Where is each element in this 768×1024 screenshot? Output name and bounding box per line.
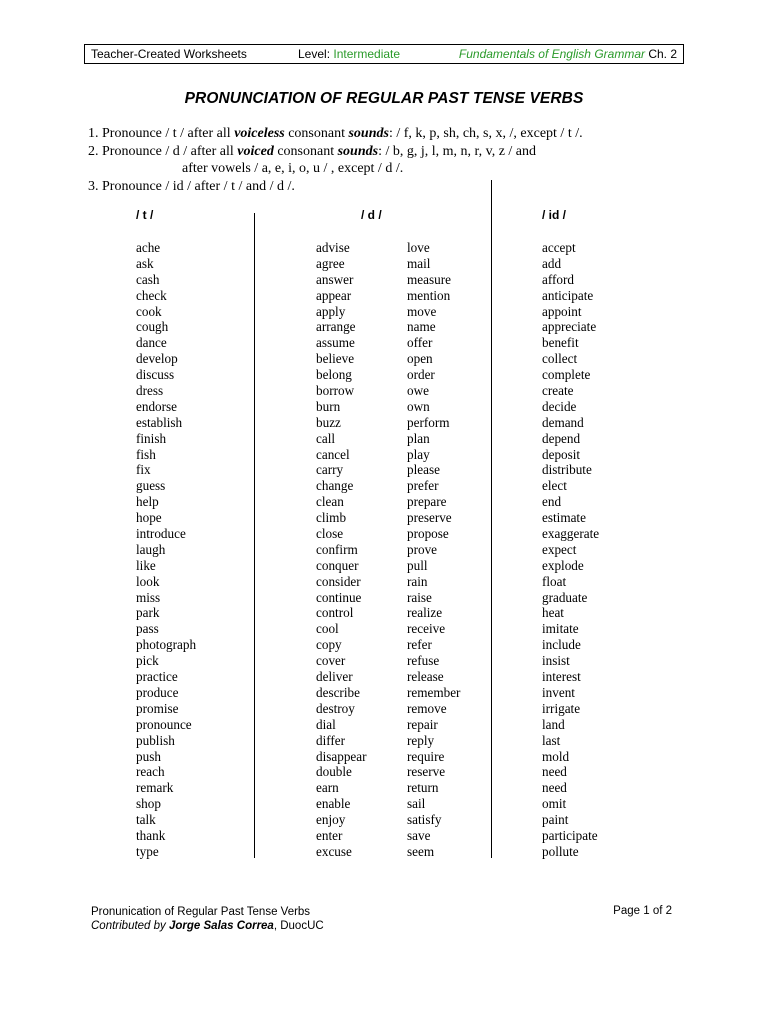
verb-item: consider: [316, 573, 361, 589]
verb-item: ask: [136, 255, 154, 271]
verb-item: buzz: [316, 414, 341, 430]
verb-item: pull: [407, 557, 428, 573]
verb-item: heat: [542, 605, 564, 621]
verb-item: decide: [542, 398, 577, 414]
header-book: [459, 45, 677, 63]
verb-item: cook: [136, 303, 162, 319]
verb-item: insist: [542, 653, 570, 669]
verb-item: move: [407, 303, 437, 319]
header-level-value: Intermediate: [333, 47, 401, 61]
verb-item: believe: [316, 351, 355, 367]
rule-3: 3. Pronounce / id / after / t / and / d /.: [88, 178, 295, 194]
verb-item: differ: [316, 732, 346, 748]
verb-item: climb: [316, 510, 347, 526]
verb-item: prefer: [407, 478, 439, 494]
verb-item: cough: [136, 319, 169, 335]
verb-item: control: [316, 605, 354, 621]
verb-item: introduce: [136, 526, 186, 542]
verb-item: deposit: [542, 446, 581, 462]
footer-org: , DuocUC: [273, 920, 324, 932]
verb-item: apply: [316, 303, 346, 319]
verb-item: pick: [136, 653, 159, 669]
verb-item: raise: [407, 589, 432, 605]
verb-item: mention: [407, 287, 451, 303]
verb-item: rain: [407, 573, 428, 589]
verb-item: benefit: [542, 335, 579, 351]
verb-item: pollute: [542, 843, 579, 859]
verb-item: demand: [542, 414, 584, 430]
verb-item: park: [136, 605, 160, 621]
verb-item: repair: [407, 716, 438, 732]
verb-item: burn: [316, 398, 341, 414]
verb-item: prove: [407, 541, 438, 557]
verb-item: earn: [316, 780, 339, 796]
rule-2-voiced: voiced: [237, 143, 274, 159]
verb-item: advise: [316, 240, 350, 255]
verb-item: paint: [542, 812, 569, 828]
verb-item: dance: [136, 335, 167, 351]
page-title: PRONUNCIATION OF REGULAR PAST TENSE VERBS: [184, 90, 584, 107]
verb-item: include: [542, 637, 581, 653]
verb-item: distribute: [542, 462, 592, 478]
verb-item: deliver: [316, 669, 353, 685]
verb-item: develop: [136, 351, 178, 367]
verb-item: add: [542, 255, 562, 271]
verb-item: love: [407, 240, 430, 255]
d-verb-list-2: [407, 240, 460, 860]
d-verb-list-1: [316, 240, 367, 860]
footer-contributed-label: Contributed by: [91, 920, 169, 932]
verb-item: check: [136, 287, 167, 303]
verb-item: please: [407, 462, 440, 478]
verb-item: create: [542, 383, 574, 399]
verb-item: realize: [407, 605, 443, 621]
verb-item: finish: [136, 430, 167, 446]
verb-item: destroy: [316, 700, 355, 716]
verb-item: last: [542, 732, 561, 748]
verb-item: release: [407, 669, 444, 685]
verb-item: cool: [316, 621, 339, 637]
verb-item: enjoy: [316, 812, 346, 828]
verb-item: thank: [136, 827, 166, 843]
verb-item: irrigate: [542, 700, 581, 716]
verb-item: practice: [136, 669, 178, 685]
verb-item: accept: [542, 240, 576, 255]
verb-item: help: [136, 494, 159, 510]
verb-item: need: [542, 764, 567, 780]
verb-item: preserve: [407, 510, 452, 526]
verb-item: guess: [136, 478, 166, 494]
verb-item: double: [316, 764, 352, 780]
verb-item: change: [316, 478, 354, 494]
verb-item: measure: [407, 271, 451, 287]
footer: [91, 905, 324, 933]
verb-item: receive: [407, 621, 446, 637]
verb-item: omit: [542, 796, 567, 812]
rule-1-voiceless: voiceless: [234, 126, 285, 141]
verb-item: satisfy: [407, 812, 442, 828]
verb-item: produce: [136, 684, 179, 700]
rule-1-text: consonant: [284, 126, 349, 141]
header-chapter: Ch. 2: [644, 47, 677, 61]
verb-item: establish: [136, 414, 183, 430]
t-verb-list: [136, 240, 196, 860]
verb-item: seem: [407, 843, 435, 859]
verb-item: cash: [136, 271, 160, 287]
verb-item: fix: [136, 462, 151, 478]
verb-item: promise: [136, 700, 179, 716]
verb-item: save: [407, 827, 431, 843]
verb-item: enable: [316, 796, 351, 812]
verb-item: publish: [136, 732, 175, 748]
verb-item: explode: [542, 557, 584, 573]
verb-item: talk: [136, 812, 156, 828]
verb-item: borrow: [316, 383, 355, 399]
verb-item: return: [407, 780, 439, 796]
rule-2-text: : / b, g, j, l, m, n, r, v, z / and: [378, 143, 537, 159]
rule-1-sounds: sounds: [348, 126, 389, 141]
verb-item: miss: [136, 589, 161, 605]
verb-item: interest: [542, 669, 581, 685]
column-divider-d-id: [491, 180, 492, 858]
verb-item: disappear: [316, 748, 367, 764]
verb-item: ache: [136, 240, 161, 255]
verb-item: estimate: [542, 510, 586, 526]
verb-item: arrange: [316, 319, 356, 335]
verb-item: photograph: [136, 637, 197, 653]
verb-item: participate: [542, 827, 598, 843]
verb-item: expect: [542, 541, 577, 557]
verb-item: clean: [316, 494, 344, 510]
rule-1-text: 1. Pronounce / t / after all: [88, 126, 235, 141]
verb-item: carry: [316, 462, 344, 478]
verb-item: refer: [407, 637, 432, 653]
verb-item: push: [136, 748, 161, 764]
verb-item: remember: [407, 684, 461, 700]
verb-item: endorse: [136, 398, 178, 414]
verb-item: invent: [542, 684, 575, 700]
rule-1-text: : / f, k, p, sh, ch, s, x, /, except / t /.: [388, 126, 583, 141]
d-column-header: / d /: [361, 208, 382, 222]
footer-credit: [91, 919, 324, 933]
rule-2: [88, 143, 583, 161]
verb-item: graduate: [542, 589, 588, 605]
rule-2-text: consonant: [273, 143, 338, 159]
verb-item: sail: [407, 796, 426, 812]
verb-item: reply: [407, 732, 435, 748]
verb-item: type: [136, 843, 159, 859]
verb-item: propose: [407, 526, 449, 542]
verb-item: conquer: [316, 557, 359, 573]
verb-item: plan: [407, 430, 430, 446]
verb-item: fish: [136, 446, 156, 462]
verb-item: need: [542, 780, 567, 796]
verb-item: appreciate: [542, 319, 597, 335]
header-book-title: Fundamentals of English Grammar: [458, 47, 645, 61]
verb-item: excuse: [316, 843, 352, 859]
verb-item: own: [407, 398, 430, 414]
verb-item: depend: [542, 430, 581, 446]
header-level: [298, 45, 400, 63]
verb-item: answer: [316, 271, 354, 287]
verb-item: reach: [136, 764, 165, 780]
verb-item: remark: [136, 780, 174, 796]
verb-item: require: [407, 748, 445, 764]
id-verb-list: [542, 240, 599, 860]
verb-item: hope: [136, 510, 162, 526]
header-source: Teacher-Created Worksheets: [91, 47, 247, 61]
verb-item: afford: [542, 271, 574, 287]
verb-item: enter: [316, 827, 343, 843]
verb-item: appoint: [542, 303, 582, 319]
verb-item: pronounce: [136, 716, 192, 732]
verb-item: dress: [136, 383, 164, 399]
verb-item: shop: [136, 796, 161, 812]
verb-item: float: [542, 573, 567, 589]
verb-item: offer: [407, 335, 433, 351]
pronunciation-rules: [88, 125, 583, 195]
verb-item: like: [136, 557, 156, 573]
verb-item: appear: [316, 287, 352, 303]
verb-item: confirm: [316, 541, 358, 557]
t-column-header: / t /: [136, 208, 154, 222]
verb-item: land: [542, 716, 565, 732]
verb-item: owe: [407, 383, 429, 399]
verb-item: discuss: [136, 367, 175, 383]
rule-2-text: 2. Pronounce / d / after all: [88, 143, 238, 159]
verb-item: play: [407, 446, 430, 462]
verb-item: order: [407, 367, 435, 383]
verb-item: reserve: [407, 764, 446, 780]
verb-item: close: [316, 526, 344, 542]
verb-item: anticipate: [542, 287, 594, 303]
verb-item: end: [542, 494, 562, 510]
verb-item: copy: [316, 637, 342, 653]
verb-item: perform: [407, 414, 450, 430]
verb-item: cancel: [316, 446, 350, 462]
verb-item: complete: [542, 367, 591, 383]
verb-item: open: [407, 351, 433, 367]
page-number: Page 1 of 2: [613, 905, 672, 917]
verb-item: collect: [542, 351, 578, 367]
footer-author: Jorge Salas Correa: [169, 920, 274, 932]
rule-2-continued: after vowels / a, e, i, o, u / , except / d /.: [182, 161, 404, 176]
header-level-label: Level:: [298, 47, 334, 61]
verb-item: refuse: [407, 653, 440, 669]
worksheet-header: [84, 44, 684, 64]
verb-item: describe: [316, 684, 360, 700]
verb-item: cover: [316, 653, 346, 669]
verb-item: mold: [542, 748, 570, 764]
verb-item: prepare: [407, 494, 447, 510]
verb-item: belong: [316, 367, 352, 383]
verb-item: look: [136, 573, 160, 589]
verb-item: dial: [316, 716, 336, 732]
footer-doc-title: Pronunication of Regular Past Tense Verbs: [91, 906, 311, 918]
rule-1: [88, 125, 583, 143]
verb-item: laugh: [136, 541, 166, 557]
rule-2-sounds: sounds: [337, 143, 379, 159]
verb-item: pass: [136, 621, 159, 637]
verb-item: imitate: [542, 621, 579, 637]
verb-item: name: [407, 319, 436, 335]
verb-item: exaggerate: [542, 526, 600, 542]
id-column-header: / id /: [542, 208, 566, 222]
verb-item: remove: [407, 700, 447, 716]
verb-item: assume: [316, 335, 355, 351]
verb-item: continue: [316, 589, 362, 605]
verb-item: elect: [542, 478, 567, 494]
verb-item: mail: [407, 255, 431, 271]
verb-item: agree: [316, 255, 345, 271]
verb-item: call: [316, 430, 336, 446]
column-divider-t-d: [254, 213, 255, 858]
